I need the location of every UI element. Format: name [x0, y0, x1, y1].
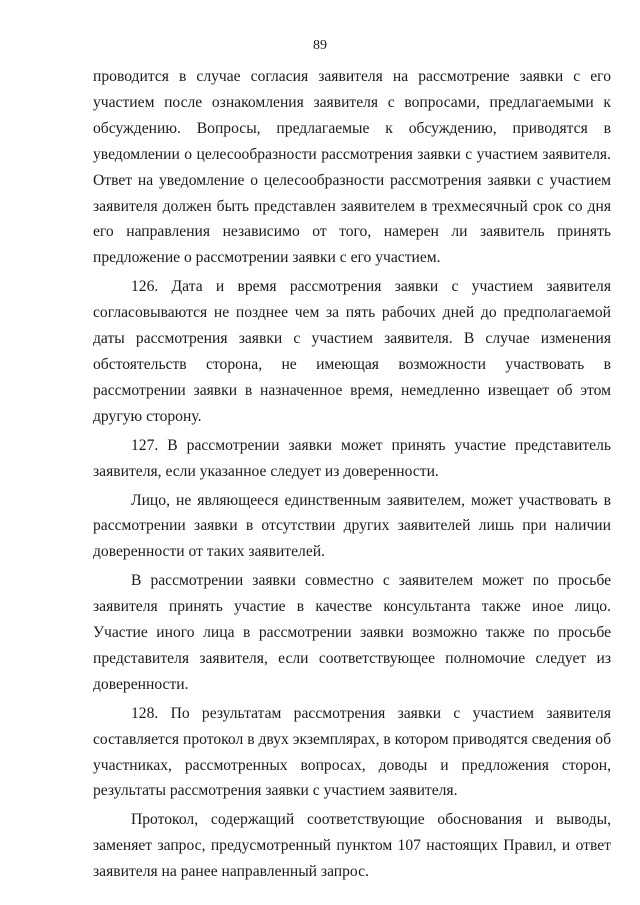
paragraph-continuation: проводится в случае согласия заявителя на рассмотрение заявки с его участием после ознакомления заявителя с вопросами, предлагаемыми к обсуждению. Вопросы, предлагаемые к обсуждению, приводятся в уведомлении о целесообразности рассмотрения заявки с участием заявителя. Ответ на уведомление о целесообразности рассмотрения заявки с участием заявителя должен быть представлен заявителем в трехмесячный срок со дня его направления независимо от того, намерен ли заявитель принять предложение о рассмотрении заявки с его участием. [93, 68, 611, 267]
page-number: 89 [313, 38, 327, 53]
paragraph-127-sole-applicant: Лицо, не являющееся единственным заявителем, может участвовать в рассмотрении заявки в отсутствии других заявителей лишь при наличии доверенности от таких заявителей. [93, 491, 611, 561]
paragraph-127: 127. В рассмотрении заявки может принять участие представитель заявителя, если указанное следует из доверенности. [93, 436, 611, 480]
paragraph-126: 126. Дата и время рассмотрения заявки с участием заявителя согласовываются не позднее чем за пять рабочих дней до предполагаемой даты рассмотрения заявки с участием заявителя. В случае изменения обстоятельств сторона, не имеющая возможности участвовать в рассмотрении заявки в назначенное время, немедленно извещает об этом другую сторону. [93, 278, 611, 425]
paragraph-128: 128. По результатам рассмотрения заявки с участием заявителя составляется протокол в двух экземплярах, в котором приводятся сведения об участниках, рассмотренных вопросах, доводы и предложения сторон, результаты рассмотрения заявки с участием заявителя. [93, 704, 611, 800]
document-body [93, 64, 611, 888]
paragraph-128-protocol: Протокол, содержащий соответствующие обоснования и выводы, заменяет запрос, предусмотренный пунктом 107 настоящих Правил, и ответ заявителя на ранее направленный запрос. [93, 811, 611, 881]
paragraph-127-consultant: В рассмотрении заявки совместно с заявителем может по просьбе заявителя принять участие в качестве консультанта также иное лицо. Участие иного лица в рассмотрении заявки возможно также по просьбе представителя заявителя, если соответствующее полномочие следует из доверенности. [93, 572, 611, 693]
